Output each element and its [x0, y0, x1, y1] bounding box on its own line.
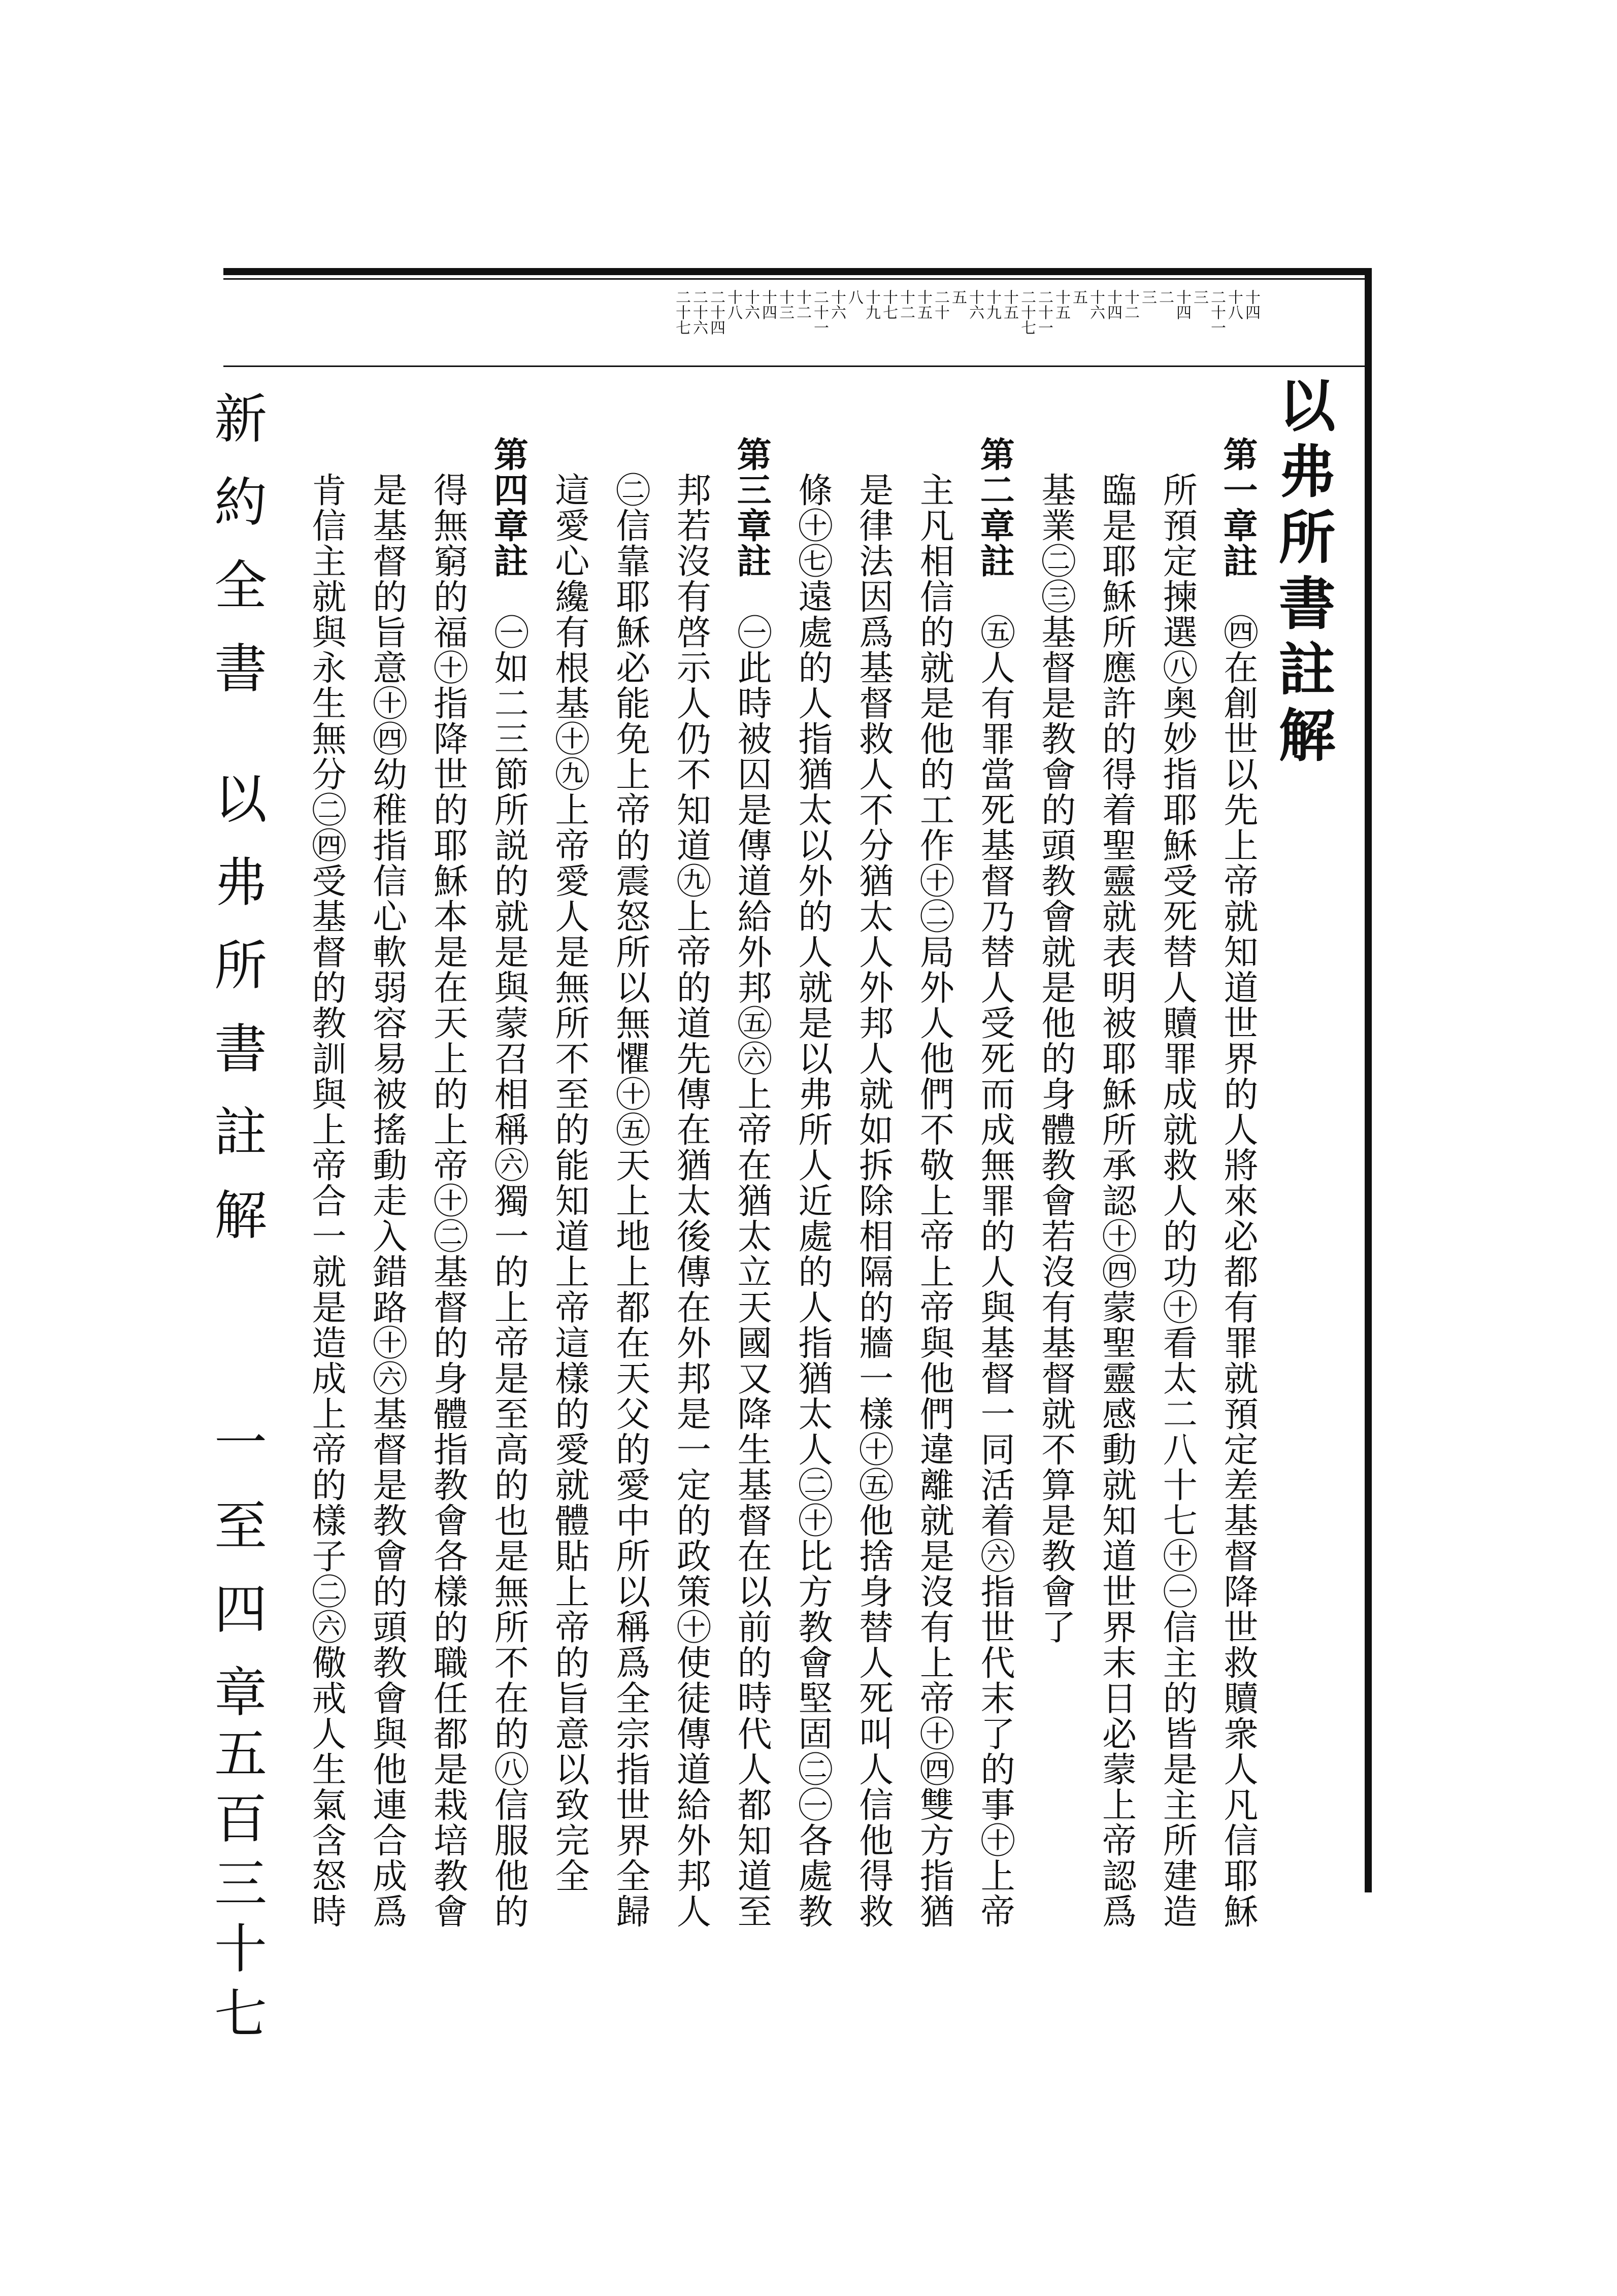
note-text: 得無窮的福㊉指降世的耶穌本是在天上的上帝㊉㊁基督的身體指教會各樣的職任都是栽培教會: [427, 472, 468, 1929]
chapter-label: 第一章註: [1217, 437, 1258, 579]
verse-ref: 十四: [1104, 289, 1122, 320]
verse-ref: 二十七: [673, 289, 690, 335]
right-border-rule: [1365, 268, 1372, 1892]
gutter-book-title: 新約全書 以弗所書註解 一至四章: [205, 391, 267, 1748]
chapter-note-column: [487, 437, 530, 1959]
note-text: ㊃在創世以先上帝就知道世界的人將來必都有罪就預定差基督降世救贖衆人凡信耶穌: [1218, 614, 1258, 1929]
verse-ref: 二十七: [1018, 289, 1036, 335]
commentary-body: [305, 437, 1259, 1959]
chapter-label: 第三章註: [731, 437, 772, 579]
note-column: [669, 437, 712, 1959]
note-column: [426, 437, 469, 1959]
verse-ref: 十八: [1225, 289, 1243, 320]
verse-ref: 十四: [759, 289, 777, 320]
note-text: 條㊉㊆遠處的人指猶太以外的人就是以弗所人近處的人指猶太人㊁㊉比方教會堅固㊁㊀各處教: [792, 472, 833, 1929]
verse-ref: 三: [1139, 289, 1157, 305]
verse-ref: 二十: [932, 289, 949, 320]
verse-ref: 五: [1070, 289, 1087, 305]
verse-ref: 十五: [1052, 289, 1070, 320]
verse-ref: 十二: [794, 289, 811, 320]
gutter-chapter-range: 一至四章: [205, 1332, 267, 1748]
verse-ref: 十五: [914, 289, 932, 320]
verse-ref: 二十一: [1208, 289, 1226, 335]
verse-ref: 十九: [983, 289, 1001, 320]
page-heading: 以弗所書註解: [1269, 376, 1336, 772]
verse-ref: 二十一: [1035, 289, 1053, 335]
verse-ref: 十六: [742, 289, 760, 320]
note-text: 邦若沒有啓示人仍不知道㊈上帝的道先傳在猶太後傳在外邦是一定的政策㊉使徒傳道給外邦人: [671, 472, 711, 1929]
verse-ref: 三: [1191, 289, 1208, 305]
top-border-rule-thin: [223, 278, 1371, 280]
verse-ref: 十五: [1001, 289, 1018, 320]
note-text: ㊀如二三節所説的就是與蒙召相稱㊅獨一的上帝是至高的也是無所不在的㊇信服他的: [488, 614, 529, 1929]
verse-ref: 十六: [966, 289, 984, 320]
chapter-note-column: [1216, 437, 1259, 1959]
verse-ref: 十四: [1173, 289, 1191, 320]
chapter-label: 第二章註: [974, 437, 1015, 579]
note-column: [912, 437, 955, 1959]
gutter-page-number: 五百三十七: [205, 1726, 267, 2051]
verse-ref: 二: [1156, 289, 1174, 305]
top-border-rule: [223, 268, 1371, 275]
note-text: 肯信主就與永生無分㊁㊃受基督的教訓與上帝合一就是造成上帝的樣子㊁㊅儆戒人生氣含怒時: [306, 472, 346, 1929]
note-column: [305, 437, 347, 1959]
chapter-label: 第四章註: [488, 437, 529, 579]
verse-ref: 十二: [1121, 289, 1139, 320]
note-column: [1095, 437, 1138, 1959]
note-column: [1034, 437, 1077, 1959]
note-text: ㊄人有罪當死基督乃替人受死而成無罪的人與基督一同活着㊅指世代末了的事㊉上帝: [975, 614, 1015, 1929]
note-column: [791, 437, 834, 1959]
verse-ref: 十四: [1242, 289, 1260, 320]
note-text: 基業㊁㊂基督是教會的頭教會就是他的身體教會若沒有基督就不算是教會了: [1035, 472, 1076, 1645]
verse-ref: 二十一: [811, 289, 829, 335]
verse-ref: 二十六: [690, 289, 708, 335]
verse-ref: 十三: [776, 289, 794, 320]
note-column: [609, 437, 651, 1959]
note-text: 是律法因爲基督救人不分猶太人外邦人就如拆除相隔的牆一樣㊉㊄他捨身替人死叫人信他得救: [853, 472, 894, 1929]
note-text: ㊁信靠耶穌必能免上帝的震怒所以無懼㊉㊄天上地上都在天父的愛中所以稱爲全宗指世界全歸: [610, 472, 650, 1929]
note-text: 臨是耶穌所應許的得着聖靈就表明被耶穌所承認㊉㊃蒙聖靈感動就知道世界末日必蒙上帝認爲: [1096, 472, 1137, 1929]
verse-ref: 十八: [724, 289, 742, 320]
note-text: 所預定揀選㊇奥妙指耶穌受死替人贖罪成就救人的功㊉看太二八十七㊉㊀信主的皆是主所建造: [1157, 472, 1198, 1929]
verse-ref: 五: [949, 289, 967, 305]
chapter-note-column: [973, 437, 1016, 1959]
verse-ref: 十二: [897, 289, 915, 320]
verse-ref: 十六: [1087, 289, 1105, 320]
verse-ref: 十九: [863, 289, 880, 320]
chapter-note-column: [730, 437, 773, 1959]
note-text: 是基督的旨意㊉㊃幼稚指信心軟弱容易被搖動走入錯路㊉㊅基督是教會的頭教會與他連合成爲: [367, 472, 407, 1929]
note-column: [1156, 437, 1198, 1959]
verse-reference-row: [305, 289, 1259, 360]
verse-ref: 十七: [880, 289, 898, 320]
verse-ref: 八: [845, 289, 863, 305]
verse-ref: 二十四: [707, 289, 725, 335]
note-text: ㊀此時被囚是傳道給外邦㊄㊅上帝在猶太立天國又降生基督在以前的時代人都知道至: [732, 614, 772, 1929]
note-column: [548, 437, 590, 1959]
header-divider-rule: [223, 365, 1366, 367]
note-column: [366, 437, 408, 1959]
note-text: 這愛心纔有根基㊉㊈上帝愛人是無所不至的能知道上帝這樣的愛就體貼上帝的旨意以致完全: [549, 472, 589, 1893]
note-text: 主凡相信的就是他的工作㊉㊁局外人他們不敬上帝上帝與他們違離就是沒有上帝㊉㊃雙方指猶: [914, 472, 954, 1929]
note-column: [852, 437, 895, 1959]
verse-ref: 十六: [828, 289, 846, 320]
